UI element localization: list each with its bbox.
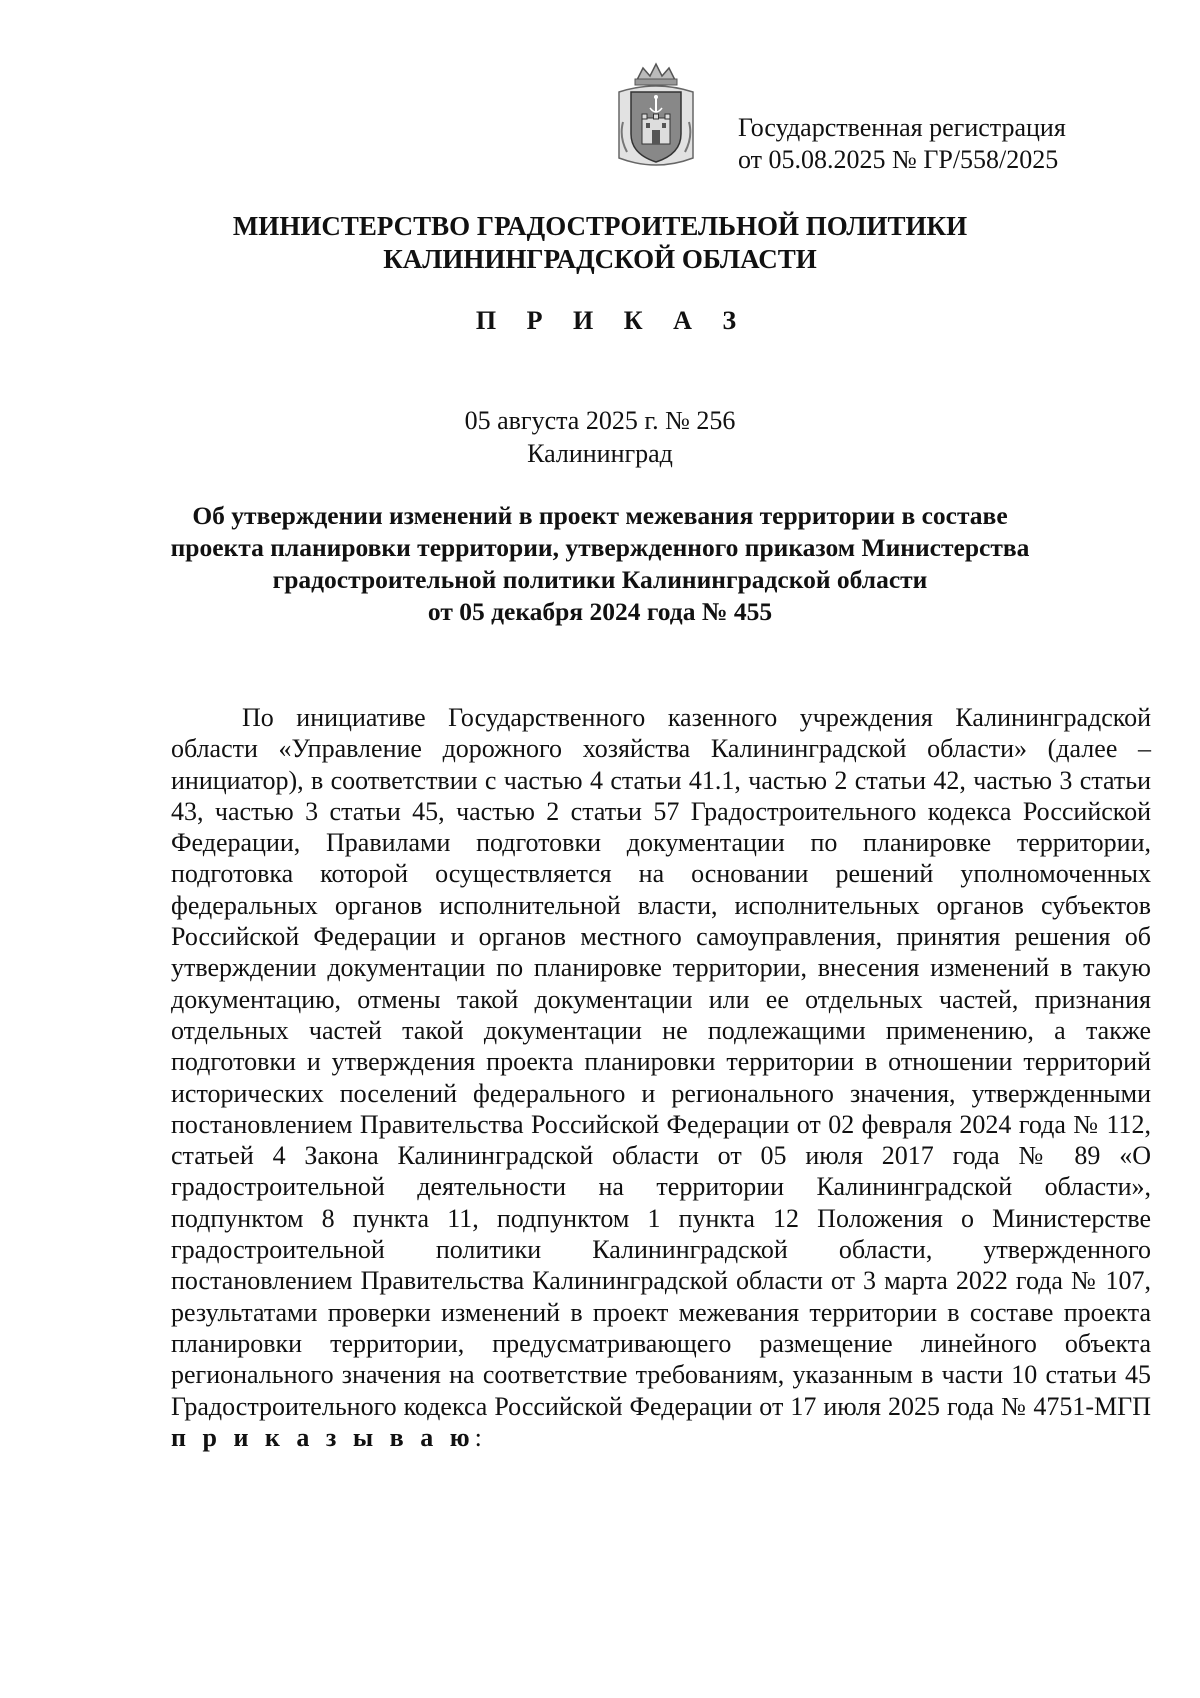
registration-number: от 05.08.2025 № ГР/558/2025 <box>738 145 1059 174</box>
order-date-block <box>0 404 1200 470</box>
ministry-name-line-2: КАЛИНИНГРАДСКОЙ ОБЛАСТИ <box>383 244 817 274</box>
order-subject-line-2: проекта планировки территории, утвержденного приказом Министерства <box>170 533 1030 562</box>
order-date-number: 05 августа 2025 г. № 256 <box>464 406 736 435</box>
order-colon: : <box>474 1422 482 1452</box>
order-subject-line-4: от 05 декабря 2024 года № 455 <box>427 597 773 626</box>
document-type-title: П Р И К А З <box>475 306 749 335</box>
registration-label: Государственная регистрация <box>738 113 1066 142</box>
preamble-paragraph <box>171 702 1151 1453</box>
order-place: Калининград <box>527 439 673 468</box>
order-subject <box>0 500 1200 628</box>
order-word: п р и к а з ы в а ю <box>171 1422 475 1452</box>
preamble-text: По инициативе Государственного казенного учреждения Калининградской области «Управление дорожного хозяйства Калининградской области» (далее – инициатор), в соответствии с частью 4 статьи 41.1, частью 2 статьи 42, частью 3 статьи 43, частью 3 статьи 45, частью 2 статьи 57 Градостроительного кодекса Российской Федерации, Правилами подготовки документации по планировке территории, подготовка которой осуществляется на основании решений уполномоченных федеральных органов исполнительной власти, исполнительных органов субъектов Российской Федерации и органов местного самоуправления, принятия решения об утверждении документации по планировке территории, внесения изменений в такую документацию, отмены такой документации или ее отдельных частей, признания отдельных частей такой документации не подлежащими применению, а также подготовки и утверждения проекта планировки территории в отношении территорий исторических поселений федерального и регионального значения, утвержденными постановлением Правительства Российской Федерации от 02 февраля 2024 года № 112, статьей 4 Закона Калининградской области от 05 июля 2017 года № 89 «О градостроительной деятельности на территории Калининградской области», подпунктом 8 пункта 11, подпунктом 1 пункта 12 Положения о Министерстве градостроительной политики Калининградской области, утвержденного постановлением Правительства Калининградской области от 3 марта 2022 года № 107, результатами проверки изменений в проект межевания территории в составе проекта планировки территории, предусматривающего размещение линейного объекта регионального значения на соответствие требованиям, указанным в части 10 статьи 45 Градостроительного кодекса Российской Федерации от 17 июля 2025 года № 4751-МГП <box>171 703 1151 1421</box>
order-subject-line-1: Об утверждении изменений в проект межевания территории в составе <box>192 501 1008 530</box>
ministry-name <box>0 210 1200 276</box>
ministry-name-line-1: МИНИСТЕРСТВО ГРАДОСТРОИТЕЛЬНОЙ ПОЛИТИКИ <box>232 211 968 241</box>
coat-of-arms-icon <box>615 62 697 170</box>
order-subject-line-3: градостроительной политики Калининградской области <box>272 565 928 594</box>
state-registration-stamp <box>738 112 1148 176</box>
